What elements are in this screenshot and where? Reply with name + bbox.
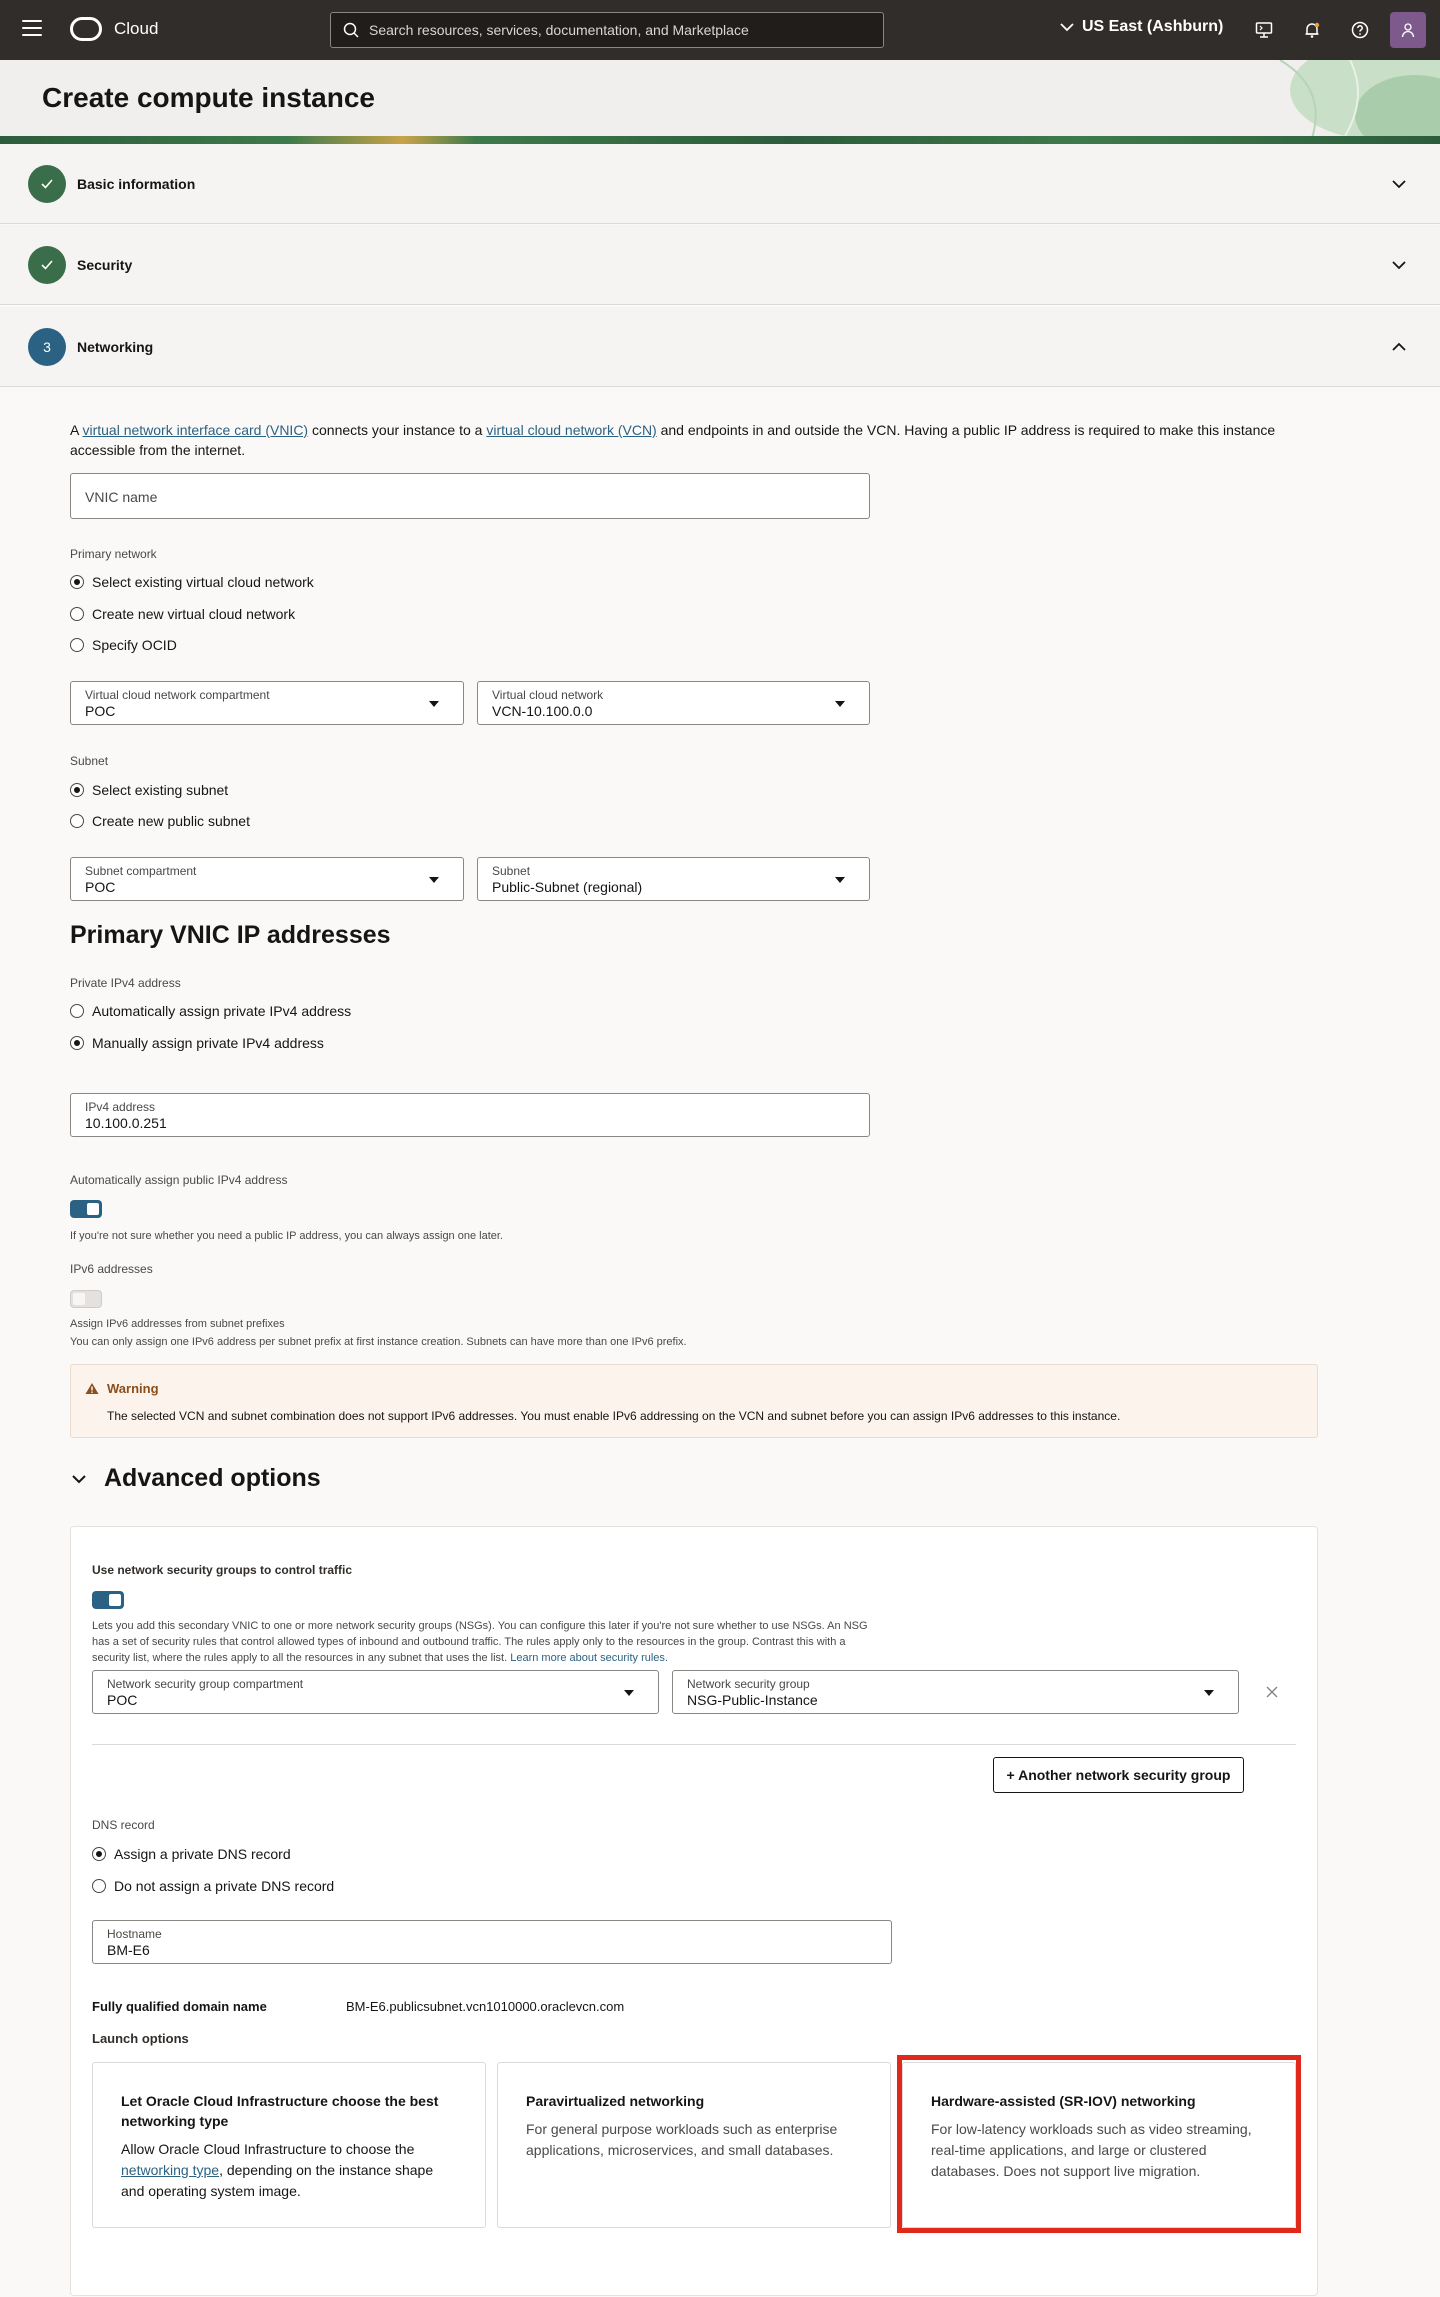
user-icon — [1400, 22, 1416, 38]
step-number-badge: 3 — [28, 328, 66, 366]
radio-create-public-subnet[interactable] — [70, 813, 250, 829]
chevron-down-icon[interactable] — [72, 1474, 86, 1484]
radio-create-new-vcn[interactable] — [70, 606, 295, 622]
nsg-help-text — [92, 1618, 882, 1666]
card-description — [121, 2139, 451, 2202]
field-label: Network security group compartment — [107, 1677, 304, 1691]
nsg-help-body: Lets you add this secondary VNIC to one or more network security groups (NSGs). You can configure this later if you're not sure whether to use NSGs. An NSG has a set of security rules that control allowed types of inbound and outbound traffic. The rules apply only to the resources in the group. Contrast this with a security list, where the rules apply to all the resources in any subnet that uses the list. — [92, 1620, 868, 1664]
close-icon[interactable] — [1266, 1686, 1278, 1698]
user-avatar[interactable] — [1390, 12, 1426, 48]
radio-button[interactable] — [92, 1879, 106, 1893]
menu-icon[interactable] — [22, 20, 42, 40]
radio-button[interactable] — [70, 575, 84, 589]
radio-label: Manually assign private IPv4 address — [92, 1035, 324, 1051]
add-nsg-button[interactable]: + Another network security group — [993, 1757, 1244, 1793]
checkmark-icon — [40, 178, 54, 190]
primary-network-label: Primary network — [70, 547, 157, 561]
advanced-options-heading[interactable]: Advanced options — [104, 1464, 321, 1492]
decorative-stripe — [0, 136, 1440, 144]
warning-title: Warning — [107, 1381, 159, 1396]
region-selector[interactable] — [1060, 18, 1223, 36]
radio-button[interactable] — [70, 783, 84, 797]
region-label: US East (Ashburn) — [1082, 18, 1224, 35]
step-label: Security — [77, 256, 133, 273]
step-security[interactable] — [0, 225, 1440, 305]
field-label: Subnet — [492, 864, 531, 878]
intro-text: A — [70, 422, 83, 438]
radio-select-existing-vcn[interactable] — [70, 574, 314, 590]
vcn-select[interactable] — [477, 681, 870, 725]
intro-text: and endpoints in and outside the VCN. Having a public IP address is required to make this instance accessible from the internet. — [70, 422, 1276, 458]
step-label: Basic information — [77, 175, 196, 192]
card-desc-text: , depending on the instance shape and operating system image. — [121, 2162, 434, 2199]
fqdn-label: Fully qualified domain name — [92, 1999, 267, 2014]
public-ipv4-label: Automatically assign public IPv4 address — [70, 1173, 288, 1187]
radio-assign-dns[interactable] — [92, 1846, 291, 1862]
field-value: BM-E6 — [107, 1942, 150, 1958]
vnic-name-placeholder: VNIC name — [85, 489, 158, 505]
dns-record-label: DNS record — [92, 1818, 155, 1832]
subnet-label: Subnet — [70, 754, 109, 768]
radio-label: Create new virtual cloud network — [92, 606, 296, 622]
nsg-select[interactable] — [672, 1670, 1239, 1714]
top-navigation-bar — [0, 0, 1440, 60]
nsg-compartment-select[interactable] — [92, 1670, 659, 1714]
dropdown-caret-icon — [835, 701, 845, 707]
field-label: Network security group — [687, 1677, 810, 1691]
field-value: VCN-10.100.0.0 — [492, 703, 593, 719]
brand-name[interactable]: Cloud — [114, 19, 159, 38]
radio-label: Assign a private DNS record — [114, 1846, 291, 1862]
public-ipv4-help: If you're not sure whether you need a public IP address, you can always assign one later. — [70, 1230, 503, 1242]
field-label: IPv4 address — [85, 1100, 156, 1114]
step-complete-badge — [28, 246, 66, 284]
radio-button[interactable] — [92, 1847, 106, 1861]
radio-specify-ocid[interactable] — [70, 637, 177, 653]
search-input[interactable] — [369, 22, 849, 38]
intro-text: connects your instance to a — [308, 422, 487, 438]
nsg-toggle-label: Use network security groups to control traffic — [92, 1563, 353, 1577]
page-title: Create compute instance — [42, 82, 375, 113]
step-complete-badge — [28, 165, 66, 203]
card-title: Hardware-assisted (SR-IOV) networking — [931, 2093, 1196, 2109]
radio-label: Select existing subnet — [92, 782, 229, 798]
cloud-shell-icon[interactable] — [1252, 18, 1276, 42]
subnet-select[interactable] — [477, 857, 870, 901]
radio-manual-private-ipv4[interactable] — [70, 1035, 324, 1051]
vnic-link[interactable]: virtual network interface card (VNIC) — [82, 422, 309, 438]
card-title: Paravirtualized networking — [526, 2093, 705, 2109]
radio-button[interactable] — [70, 814, 84, 828]
launch-options-label: Launch options — [92, 2031, 189, 2046]
subnet-compartment-select[interactable] — [70, 857, 464, 901]
card-title: Let Oracle Cloud Infrastructure choose the best networking type — [121, 2093, 439, 2129]
field-value: Public-Subnet (regional) — [492, 879, 643, 895]
step-basic-information[interactable] — [0, 144, 1440, 224]
radio-button[interactable] — [70, 607, 84, 621]
ipv6-toggle[interactable] — [70, 1290, 102, 1308]
chevron-down-icon — [1392, 179, 1406, 189]
networking-intro — [70, 420, 1310, 460]
field-value: POC — [85, 703, 116, 719]
radio-label: Create new public subnet — [92, 813, 250, 829]
warning-icon — [85, 1382, 99, 1395]
ipv6-help-body: You can only assign one IPv6 address per subnet prefix at first instance creation. Subnets can have more than one IPv6 prefix. — [70, 1336, 687, 1348]
search-icon — [343, 22, 359, 38]
radio-label: Specify OCID — [92, 637, 177, 653]
oracle-logo-icon[interactable] — [70, 17, 102, 41]
networking-type-link[interactable]: networking type — [121, 2162, 220, 2178]
field-label: Virtual cloud network compartment — [85, 688, 270, 702]
field-label: Hostname — [107, 1927, 162, 1941]
card-oci-choose-networking[interactable] — [92, 2062, 486, 2228]
field-value: 10.100.0.251 — [85, 1115, 167, 1131]
step-networking[interactable] — [0, 307, 1440, 387]
hostname-input[interactable] — [92, 1920, 892, 1964]
ipv6-warning-banner — [70, 1364, 1318, 1438]
field-value: NSG-Public-Instance — [687, 1692, 818, 1708]
card-description: For general purpose workloads such as enterprise applications, microservices, and small databases. — [526, 2121, 838, 2158]
card-description: For low-latency workloads such as video streaming, real-time applications, and large or clustered databases. Does not support live migration. — [931, 2121, 1252, 2179]
fqdn-value: BM-E6.publicsubnet.vcn1010000.oraclevcn.com — [346, 1999, 625, 2014]
field-value: POC — [107, 1692, 138, 1708]
card-desc-text: Allow Oracle Cloud Infrastructure to choose the — [121, 2141, 415, 2157]
dropdown-caret-icon — [624, 1690, 634, 1696]
chevron-up-icon — [1392, 342, 1406, 352]
search-box[interactable] — [330, 12, 884, 48]
dropdown-caret-icon — [835, 877, 845, 883]
vcn-compartment-select[interactable] — [70, 681, 464, 725]
ipv4-address-input[interactable] — [70, 1093, 870, 1137]
field-label: Subnet compartment — [85, 864, 197, 878]
security-rules-link[interactable]: Learn more about security rules. — [510, 1652, 668, 1664]
checkmark-icon — [40, 259, 54, 271]
radio-label: Automatically assign private IPv4 address — [92, 1003, 352, 1019]
radio-label: Select existing virtual cloud network — [92, 574, 314, 590]
public-ipv4-toggle[interactable] — [70, 1200, 102, 1218]
field-value: POC — [85, 879, 116, 895]
nsg-toggle[interactable] — [92, 1591, 124, 1609]
ipv6-label: IPv6 addresses — [70, 1262, 153, 1276]
radio-select-existing-subnet[interactable] — [70, 782, 228, 798]
dropdown-caret-icon — [429, 701, 439, 707]
radio-button[interactable] — [70, 1036, 84, 1050]
decorative-leaf-pattern — [1200, 60, 1440, 144]
chevron-down-icon — [1392, 260, 1406, 270]
chevron-down-icon — [1060, 22, 1074, 32]
ipv6-help-title: Assign IPv6 addresses from subnet prefixes — [70, 1318, 285, 1330]
vnic-name-input[interactable] — [70, 473, 870, 519]
warning-body: The selected VCN and subnet combination does not support IPv6 addresses. You must enable IPv6 addressing on the VCN and subnet before you can assign IPv6 addresses to this instance. — [107, 1409, 1121, 1423]
radio-button[interactable] — [70, 638, 84, 652]
ip-addresses-heading: Primary VNIC IP addresses — [70, 921, 391, 949]
vcn-link[interactable]: virtual cloud network (VCN) — [486, 422, 657, 438]
field-label: Virtual cloud network — [492, 688, 604, 702]
highlight-box — [897, 2055, 1301, 2233]
card-paravirtualized-networking[interactable] — [497, 2062, 891, 2228]
step-label: Networking — [77, 338, 154, 355]
radio-auto-private-ipv4[interactable] — [70, 1003, 351, 1019]
divider — [92, 1744, 1296, 1745]
notifications-icon[interactable] — [1300, 18, 1324, 42]
radio-button[interactable] — [70, 1004, 84, 1018]
help-icon[interactable] — [1348, 18, 1372, 42]
dropdown-caret-icon — [1204, 1690, 1214, 1696]
dropdown-caret-icon — [429, 877, 439, 883]
radio-no-dns[interactable] — [92, 1878, 334, 1894]
private-ipv4-label: Private IPv4 address — [70, 976, 181, 990]
radio-label: Do not assign a private DNS record — [114, 1878, 335, 1894]
